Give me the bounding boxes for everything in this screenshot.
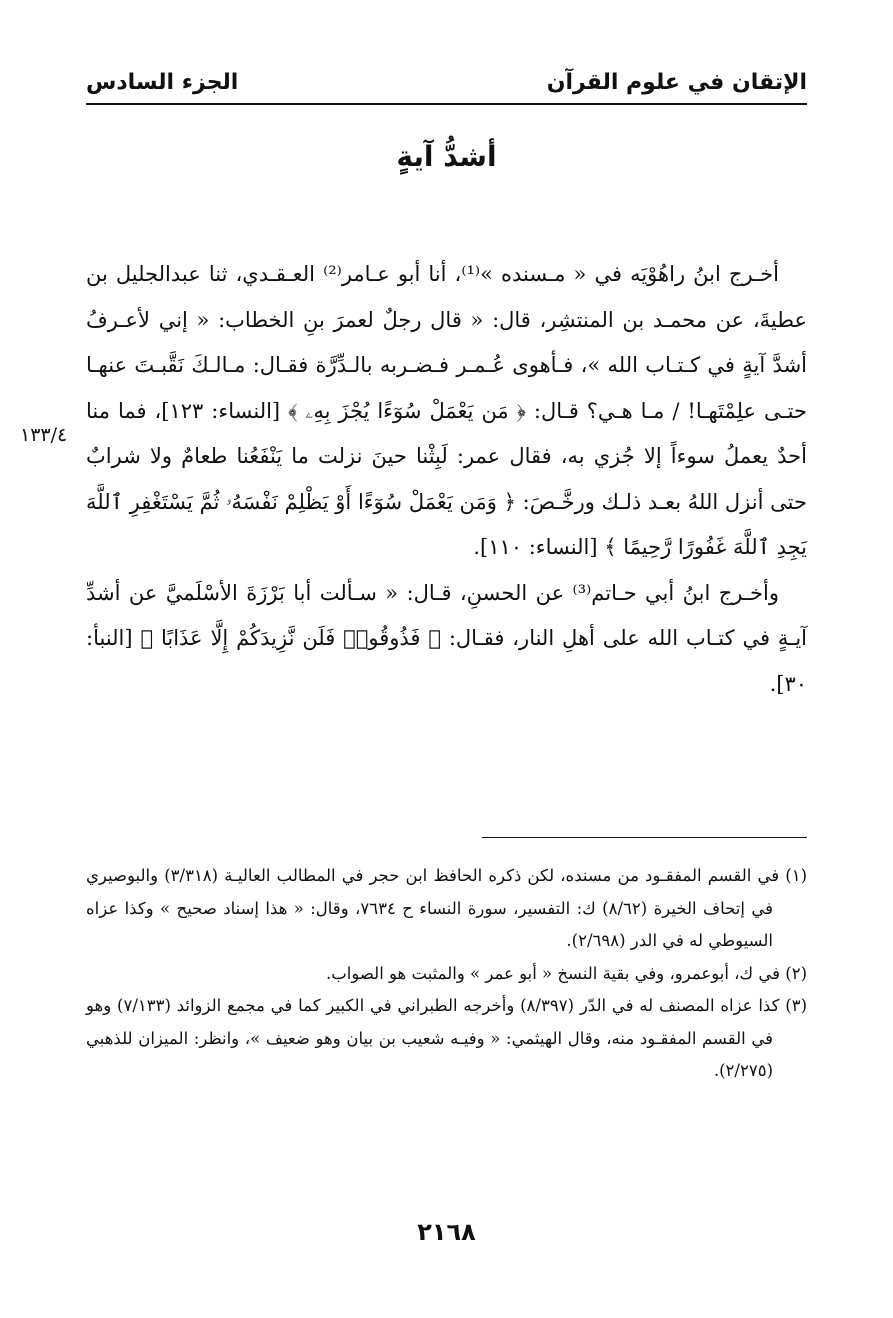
chapter-title: أشدُّ آيةٍ	[396, 140, 497, 173]
header-rule	[86, 103, 807, 105]
running-header	[86, 64, 807, 100]
paragraph-1: أخـرج ابنُ راهُوْيَه في « مـسنده »⁽¹⁾، أنا أبو عـامر⁽²⁾ العـقـدي، ثنا عبدالجليل بن عطيةَ، عن محمـد بن المنتشِر، قال: « قال رجلٌ لعمرَ بنِ الخطاب: « إني لأعـرفُ أشدَّ آيةٍ في كـتـاب الله »، فـأهوى عُـمـر فـضـربه بالـدِّرَّة فقـال: مـالـكَ نَقَّبـتَ عنهـا حتـى علِمْتَهـا! / مـا هـي؟ قـال: ﴿ مَن يَعْمَلْ سُوٓءًا يُجْزَ بِهِۦ ﴾ [النساء: ١٢٣]، فما منا أحدٌ يعملُ سوءاً إلا جُزي به، فقال عمر: لَبِثْنا حينَ نزلت ما يَنْفَعُنا طعامٌ ولا شرابٌ حتى أنزل اللهُ بعـد ذلـك ورخَّـصَ: ﴿ وَمَن يَعْمَلْ سُوٓءًا أَوْ يَظْلِمْ نَفْسَهُۥ ثُمَّ يَسْتَغْفِرِ ٱللَّهَ يَجِدِ ٱللَّهَ غَفُورًا رَّحِيمًا ﴾ [النساء: ١١٠].	[86, 262, 807, 559]
footnote-2: (٢) في ك، أبوعمرو، وفي بقية النسخ « أبو عمر » والمثبت هو الصواب.	[325, 963, 807, 983]
margin-page-reference: ١٣٣/٤	[20, 424, 68, 446]
footnote-rule	[482, 837, 807, 838]
volume-label: الجزء السادس	[86, 69, 239, 95]
page-number: ٢١٦٨	[417, 1218, 476, 1246]
footnote-3: (٣) كذا عزاه المصنف له في الدّر (٨/٣٩٧) وأخرجه الطبراني في الكبير كما في مجمع الزوائد (٧/١٣٣) وهو في القسم المفقـود منه، وقال الهيثمي: « وفيـه شعيب بن بيان وهو ضعيف »، وانظر: الميزان للذهبي (٢/٢٧٥).	[86, 996, 807, 1080]
book-title: الإتقان في علوم القرآن	[546, 69, 807, 95]
paragraph-2: وأخـرج ابنُ أبي حـاتم⁽³⁾ عن الحسنِ، قـال: « سـألت أبا بَرْزَةَ الأسْلَميَّ عن أشدِّ آيـةٍ في كتـاب الله على أهلِ النار، فقـال: ﴿ فَذُوقُوا۟ فَلَن نَّزِيدَكُمْ إِلَّا عَذَابًا ﴾ [النبأ: ٣٠].	[86, 580, 807, 696]
main-text	[86, 252, 807, 707]
footnote-1: (١) في القسم المفقـود من مسنده، لكن ذكره الحافظ ابن حجر في المطالب العاليـة (٣/٣١٨) والبوصيري في إتحاف الخيرة (٨/٦٢) ك: التفسير، سورة النساء ح ٧٦٣٤، وقال: « هذا إسناد صحيح » وكذا عزاه السيوطي له في الدر (٢/٦٩٨).	[86, 866, 807, 950]
footnotes	[86, 860, 807, 1088]
